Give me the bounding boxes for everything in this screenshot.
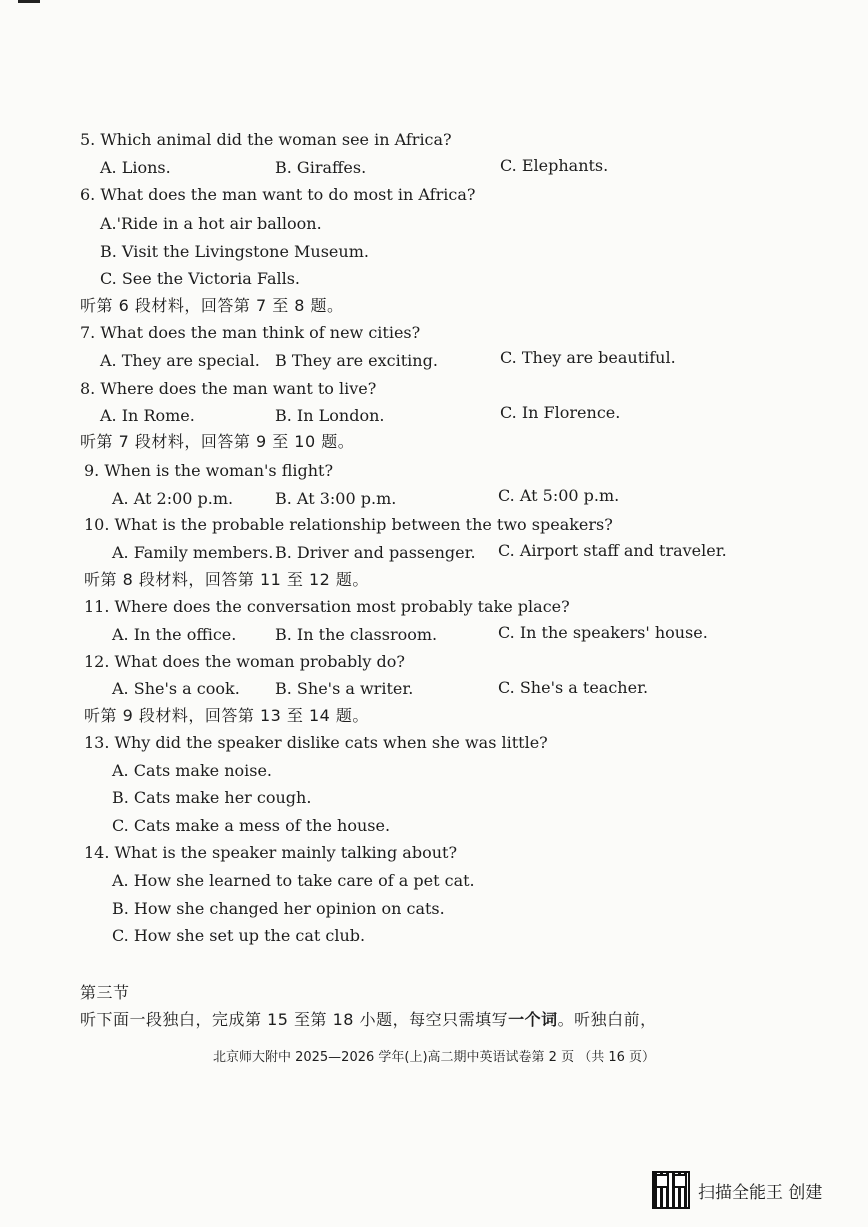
q5-option-a: A. Lions. [100, 158, 171, 177]
section-9-instruction: 听第 9 段材料，回答第 13 至 14 题。 [84, 706, 369, 725]
q6-option-c: C. See the Victoria Falls. [100, 269, 301, 288]
page-footer: 北京师大附中 2025—2026 学年(上)高二期中英语试卷第 2 页 （共 16 页） [212, 1050, 656, 1065]
q12-option-b: B. She's a writer. [275, 679, 414, 698]
q11-option-c: C. In the speakers' house. [498, 623, 708, 642]
q9-option-c: C. At 5:00 p.m. [498, 486, 620, 505]
instruction-part-2: 。听独白前， [557, 1010, 657, 1029]
q5-option-b: B. Giraffes. [275, 158, 367, 177]
section-8-instruction: 听第 8 段材料，回答第 11 至 12 题。 [84, 570, 369, 589]
scanner-brand-text: 扫描全能王 创建 [698, 1182, 823, 1203]
question-7: 7. What does the man think of new cities? [80, 323, 421, 342]
question-6: 6. What does the man want to do most in Africa? [80, 185, 476, 204]
q7-option-b: B They are exciting. [275, 351, 438, 370]
q5-option-c: C. Elephants. [500, 156, 609, 175]
q14-option-c: C. How she set up the cat club. [112, 926, 366, 945]
q8-option-b: B. In London. [275, 406, 385, 425]
corner-mark [18, 0, 40, 3]
q6-option-a: A.'Ride in a hot air balloon. [100, 214, 322, 233]
instruction-part-1: 听下面一段独白，完成第 15 至第 18 小题，每空只需填写 [80, 1010, 509, 1029]
q13-option-c: C. Cats make a mess of the house. [112, 816, 391, 835]
q10-option-a: A. Family members. [112, 543, 274, 562]
scanner-watermark [652, 1170, 822, 1210]
question-13: 13. Why did the speaker dislike cats when she was little? [84, 733, 548, 752]
q14-option-a: A. How she learned to take care of a pet cat. [112, 871, 475, 890]
question-14: 14. What is the speaker mainly talking about? [84, 843, 458, 862]
q10-option-c: C. Airport staff and traveler. [498, 541, 727, 560]
q7-option-c: C. They are beautiful. [500, 348, 676, 367]
section-3-heading: 第三节 [80, 983, 130, 1002]
q12-option-c: C. She's a teacher. [498, 678, 649, 697]
q12-option-a: A. She's a cook. [112, 679, 240, 698]
question-10: 10. What is the probable relationship between the two speakers? [84, 515, 613, 534]
q8-option-a: A. In Rome. [100, 406, 195, 425]
q7-option-a: A. They are special. [100, 351, 260, 370]
q10-option-b: B. Driver and passenger. [275, 543, 476, 562]
instruction-emphasis: 一个词 [508, 1010, 558, 1029]
q11-option-a: A. In the office. [112, 625, 237, 644]
question-9: 9. When is the woman's flight? [84, 461, 334, 480]
q6-option-b: B. Visit the Livingstone Museum. [100, 242, 369, 261]
question-12: 12. What does the woman probably do? [84, 652, 405, 671]
q8-option-c: C. In Florence. [500, 403, 621, 422]
question-11: 11. Where does the conversation most probably take place? [84, 597, 570, 616]
section-7-instruction: 听第 7 段材料，回答第 9 至 10 题。 [80, 432, 355, 451]
section-6-instruction: 听第 6 段材料，回答第 7 至 8 题。 [80, 296, 344, 315]
q11-option-b: B. In the classroom. [275, 625, 438, 644]
qr-code-icon [652, 1171, 690, 1209]
question-5: 5. Which animal did the woman see in Africa? [80, 130, 452, 149]
q13-option-a: A. Cats make noise. [112, 761, 273, 780]
q9-option-a: A. At 2:00 p.m. [112, 489, 234, 508]
section-3-instruction [80, 1010, 657, 1030]
q13-option-b: B. Cats make her cough. [112, 788, 312, 807]
q9-option-b: B. At 3:00 p.m. [275, 489, 397, 508]
question-8: 8. Where does the man want to live? [80, 379, 377, 398]
q14-option-b: B. How she changed her opinion on cats. [112, 899, 445, 918]
